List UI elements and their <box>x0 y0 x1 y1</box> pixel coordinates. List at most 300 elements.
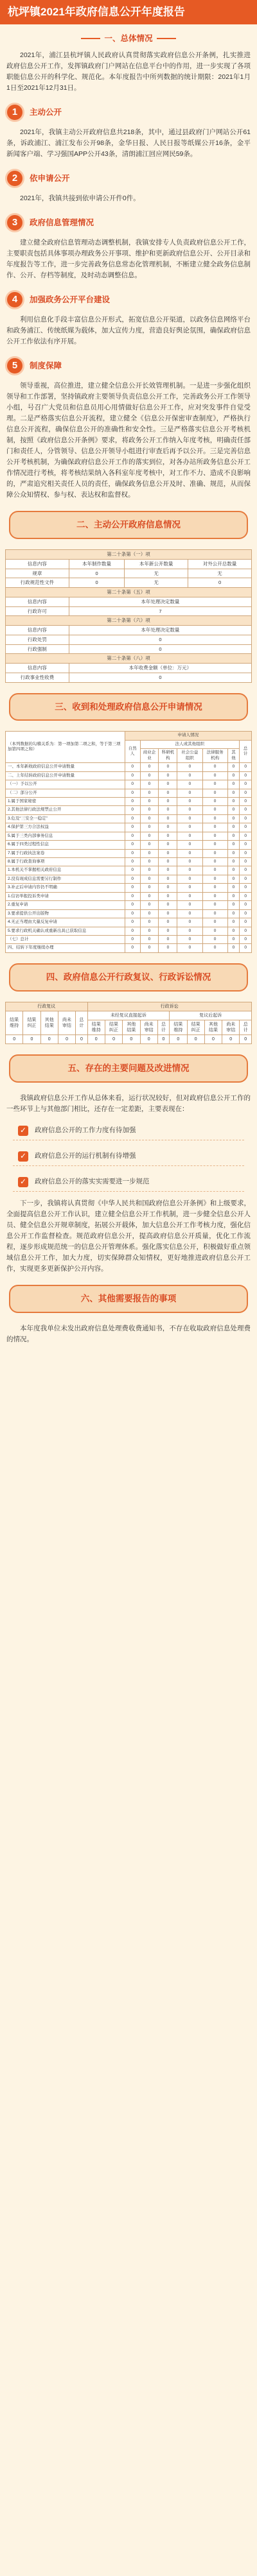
table-cell: 0 <box>177 866 202 875</box>
table-cell: 0 <box>177 944 202 952</box>
row-label: 3.要求提供公开出版物 <box>6 909 125 918</box>
table-cell: 0 <box>123 1035 140 1044</box>
table-cell: 0 <box>202 780 227 789</box>
table-row <box>6 789 252 797</box>
table-row <box>6 944 252 952</box>
section-banner-3: 三、收到和处理政府信息公开申请情况 <box>9 693 248 721</box>
table-row <box>6 763 252 771</box>
row-label: 7.属于行政执法案卷 <box>6 849 125 857</box>
table-row <box>6 849 252 857</box>
table-header-cell: 信息内容 <box>6 626 69 635</box>
table-cell: 0 <box>227 806 240 814</box>
table-cell: 0 <box>159 841 177 849</box>
number-badge: 1 <box>5 103 24 122</box>
table-cell: 0 <box>202 763 227 771</box>
row-label: 2.重复申请 <box>6 901 125 909</box>
table-header-cell: 申请人情况 <box>125 732 251 740</box>
table-cell: 0 <box>125 797 140 805</box>
table-row <box>6 797 252 805</box>
table-cell: 0 <box>140 927 159 935</box>
table-cell: 0 <box>69 673 251 682</box>
table-cell: 0 <box>202 832 227 840</box>
table-cell: 0 <box>159 884 177 892</box>
table-cell: 0 <box>125 771 140 780</box>
problem-list <box>13 1121 244 1192</box>
row-label: 1.属于国家秘密 <box>6 797 125 805</box>
row-label: 5.属于三类内部事务信息 <box>6 832 125 840</box>
table-cell: 0 <box>140 823 159 832</box>
table-cell: 0 <box>69 644 251 654</box>
page-title: 杭坪镇2021年政府信息公开年度报告 <box>0 0 257 24</box>
subsection-label: 加强政务公开平台建设 <box>30 295 111 305</box>
table-header-cell: 其他结果 <box>204 1020 222 1035</box>
row-label: 3.危及“三安全一稳定” <box>6 814 125 823</box>
row-label: 2.其他法律行政法规禁止公开 <box>6 806 125 814</box>
table-cell: 0 <box>76 1035 87 1044</box>
table-cell: 0 <box>202 884 227 892</box>
table-header-cell: 自然人 <box>125 740 140 762</box>
table-cell: 0 <box>222 1035 240 1044</box>
table-cell: 0 <box>140 797 159 805</box>
table-row <box>6 884 252 892</box>
table-header-cell: 信息内容 <box>6 559 69 569</box>
table-cell: 0 <box>140 814 159 823</box>
table-row <box>6 927 252 935</box>
table-cell: 0 <box>240 780 252 789</box>
subsection-5 <box>5 356 252 375</box>
table-cell: 0 <box>227 927 240 935</box>
table-cell: 0 <box>240 832 252 840</box>
table-cell: 0 <box>177 918 202 927</box>
table-header-cell: 本年新公开数量 <box>125 559 188 569</box>
table-cell: 0 <box>204 1035 222 1044</box>
table-cell: 0 <box>227 875 240 883</box>
table-cell: 行政强制 <box>6 644 69 654</box>
table-cell: 0 <box>177 901 202 909</box>
table-group-header: 第二十条第（五）项 <box>6 588 252 597</box>
table-cell: 0 <box>177 832 202 840</box>
row-label: 1.信访举报投诉类申请 <box>6 892 125 900</box>
table-header-cell: 其他结果 <box>40 1011 58 1035</box>
table-cell: 0 <box>202 806 227 814</box>
table-cell: 0 <box>125 892 140 900</box>
table-cell: 0 <box>125 841 140 849</box>
subsection-paragraph: 利用信息化手段丰富信息公开形式，拓宽信息公开渠道，以政务信息网络平台和政务浦江、传统纸媒为载体，加大宣传力度，营造良好舆论氛围，确保政府信息公开工作依法有序开展。 <box>6 316 251 346</box>
table-cell: 0 <box>240 1035 252 1044</box>
table-cell: 0 <box>140 771 159 780</box>
table-header-cell: 总计 <box>157 1020 169 1035</box>
row-label: 6.属于四类过程性信息 <box>6 841 125 849</box>
table-cell: 0 <box>159 814 177 823</box>
table-cell: 0 <box>140 789 159 797</box>
section-banner-6: 六、其他需要报告的事项 <box>9 1285 248 1313</box>
table-header-cell: 结果纠正 <box>105 1020 122 1035</box>
table-cell: 0 <box>227 823 240 832</box>
table-cell: 0 <box>159 849 177 857</box>
table-cell: 0 <box>125 814 140 823</box>
table-cell: 0 <box>140 763 159 771</box>
table-cell: 0 <box>240 927 252 935</box>
table-cell: 0 <box>58 1035 75 1044</box>
table-cell: 0 <box>140 909 159 918</box>
table-cell: 0 <box>177 797 202 805</box>
table-cell: 0 <box>159 892 177 900</box>
table-row <box>6 644 252 654</box>
table-group-header: 第二十条第（六）项 <box>6 616 252 626</box>
number-badge: 4 <box>5 290 24 309</box>
subsection-paragraph: 2021年，我镇共接到依申请公开件0件。 <box>20 194 140 203</box>
table-group-header: 第二十条第（八）项 <box>6 654 252 664</box>
table-cell: 0 <box>125 780 140 789</box>
table-row <box>6 814 252 823</box>
subsection-paragraph: 2021年，我镇主动公开政府信息共218条，其中，通过县政府门户网站公开61条，诉政浦江、浦江发布公开98条，金华日报、人民日报等纸媒公开16条，金平新闻客户端、学习强国APP公开43条，清朗浦江回应网民59条。 <box>6 128 251 159</box>
other-matters-paragraph: 本年度我单位未发出政府信息处理费收费通知书，不存在收取政府信息处理费的情况。 <box>6 1324 251 1343</box>
table-cell: 0 <box>125 823 140 832</box>
row-label: 3.补正后申请内容仍不明确 <box>6 884 125 892</box>
table-cell: 0 <box>240 823 252 832</box>
table-header-cell: 本年处理决定数量 <box>69 626 251 635</box>
table-cell: 0 <box>125 832 140 840</box>
table-cell: 0 <box>177 823 202 832</box>
subsection-label: 依申请公开 <box>30 174 70 184</box>
table-cell: 行政许可 <box>6 606 69 616</box>
table-header-cell: 商业企业 <box>140 749 159 763</box>
table-cell: 0 <box>240 771 252 780</box>
row-label: 5.要求行政机关确认或重新出具已获取信息 <box>6 927 125 935</box>
table-header-cell: 总计 <box>240 1020 252 1035</box>
list-item <box>13 1147 244 1166</box>
section-banner-5: 五、存在的主要问题及改进情况 <box>9 1054 248 1083</box>
table-header-cell: 尚未审结 <box>58 1011 75 1035</box>
table-cell: 0 <box>177 892 202 900</box>
subsection-1 <box>5 103 252 122</box>
table-row <box>6 569 252 578</box>
table-header-cell: 社会公益组织 <box>177 749 202 763</box>
table-row <box>6 892 252 900</box>
table-cell: 0 <box>125 944 140 952</box>
table-header-cell: 法律服务机构 <box>202 749 227 763</box>
table-cell: 0 <box>177 849 202 857</box>
table-cell: 行政事业性收费 <box>6 673 69 682</box>
subsection-label: 政府信息管理情况 <box>30 218 94 228</box>
table-cell: 0 <box>125 763 140 771</box>
table-cell: 0 <box>240 841 252 849</box>
table-cell: 0 <box>125 789 140 797</box>
table-header-cell: 尚未审结 <box>140 1020 157 1035</box>
problems-paragraph: 我镇政府信息公开工作从总体来看，运行状况较好，但对政府信息公开工作的一些环节上与其他部门相比，还存在一定差距，主要表现在： <box>6 1094 251 1113</box>
row-label: 4.保护第三方合法权益 <box>6 823 125 832</box>
table-cell: 0 <box>140 866 159 875</box>
table-cell: 0 <box>159 875 177 883</box>
table-cell: 0 <box>227 918 240 927</box>
table-cell: 0 <box>140 918 159 927</box>
table-cell: 0 <box>240 806 252 814</box>
table-cell: 0 <box>202 771 227 780</box>
table-cell: 0 <box>202 944 227 952</box>
table-cell: 0 <box>177 771 202 780</box>
table-header-cell: 科研机构 <box>159 749 177 763</box>
table-cell: 规章 <box>6 569 69 578</box>
table-cell: 0 <box>227 935 240 943</box>
table-cell: 0 <box>140 806 159 814</box>
table-cell: 0 <box>202 918 227 927</box>
table-cell: 无 <box>125 578 188 588</box>
table-header-cell: 结果纠正 <box>187 1020 204 1035</box>
table-header-cell: 信息内容 <box>6 664 69 673</box>
table-cell: 0 <box>159 935 177 943</box>
table-cell: 0 <box>159 789 177 797</box>
table-cell: 0 <box>159 858 177 866</box>
table-cell: 0 <box>240 814 252 823</box>
table-cell: 0 <box>157 1035 169 1044</box>
table-cell: 0 <box>125 875 140 883</box>
table-cell: 0 <box>227 841 240 849</box>
table-cell: 0 <box>125 927 140 935</box>
table-cell: 0 <box>188 578 252 588</box>
table-cell: 0 <box>177 884 202 892</box>
table-cell: 0 <box>240 866 252 875</box>
application-table <box>5 731 252 952</box>
row-label: 一、本年新收政府信息公开申请数量 <box>6 763 125 771</box>
table-cell: 0 <box>6 1035 23 1044</box>
table-cell: 0 <box>69 569 124 578</box>
table-cell: 0 <box>202 866 227 875</box>
table-header-cell: 复议后起诉 <box>170 1011 252 1020</box>
table-cell: 0 <box>202 892 227 900</box>
table-cell: 0 <box>240 884 252 892</box>
table-header-cell: 结果纠正 <box>23 1011 40 1035</box>
row-label: 二、上年结转政府信息公开申请数量 <box>6 771 125 780</box>
table-cell: 0 <box>187 1035 204 1044</box>
table-cell: 0 <box>202 797 227 805</box>
table-header-cell: 总计 <box>240 740 252 762</box>
table-row <box>6 780 252 789</box>
table-header-cell: 其他 <box>227 749 240 763</box>
list-item-text: 政府信息公开的落实实需要进一步规范 <box>35 1178 150 1186</box>
table-cell: 0 <box>159 866 177 875</box>
table-cell: 0 <box>227 866 240 875</box>
table-cell: 0 <box>227 789 240 797</box>
table-cell: 0 <box>40 1035 58 1044</box>
list-item-text: 政府信息公开的运行机制有待增强 <box>35 1152 136 1160</box>
table-row <box>6 673 252 682</box>
table-header-cell: 本年制作数量 <box>69 559 124 569</box>
table-header-cell: 对外公开总数量 <box>188 559 252 569</box>
table-group-header: 第二十条第（一）项 <box>6 550 252 560</box>
table-cell: 0 <box>125 935 140 943</box>
subsection-2 <box>5 169 252 188</box>
table-row <box>6 841 252 849</box>
table-cell: 0 <box>140 944 159 952</box>
improvement-paragraph: 下一步，我镇将认真贯彻《中华人民共和国政府信息公开条例》和上级要求，全面提高信息公开工作认识，建立健全信息公开工作机制，进一步健全信息公开人员、健全信息公开规章制度，拓展公开载体，加大信息公开工作考核力度，强化信息公开工作监督检查。规范政府信息公开，提高政府信息公开质量，优化工作流程，逐步形成规范统一的信息公开管理体系。强化落实信息公开，积极做好重点领域信息公开工作，加大力度，切实保障群众知情权，更好地推进政府信息公开工作，实现更多更新保护公开内容。 <box>6 1199 251 1273</box>
table-cell: 0 <box>87 1035 105 1044</box>
table-cell: 0 <box>202 823 227 832</box>
table-cell: 0 <box>170 1035 187 1044</box>
table-cell: 0 <box>240 901 252 909</box>
table-cell: 0 <box>159 909 177 918</box>
table-header-cell: 法人或其他组织 <box>140 740 240 748</box>
table-cell: 0 <box>140 935 159 943</box>
table-cell: 0 <box>105 1035 122 1044</box>
table-header-cell: 信息内容 <box>6 597 69 606</box>
section-banner-2: 二、主动公开政府信息情况 <box>9 511 248 539</box>
number-badge: 2 <box>5 169 24 188</box>
table-cell: 0 <box>177 763 202 771</box>
table-cell: 0 <box>227 909 240 918</box>
table-cell: 无 <box>188 569 252 578</box>
table-row <box>6 901 252 909</box>
table-cell: 0 <box>177 858 202 866</box>
table-cell: 0 <box>240 918 252 927</box>
table-row <box>6 866 252 875</box>
subsection-label: 制度保障 <box>30 361 62 371</box>
table-cell: 0 <box>240 849 252 857</box>
table-row <box>6 909 252 918</box>
table-cell: 0 <box>159 918 177 927</box>
table-cell: 0 <box>202 841 227 849</box>
table-cell: 0 <box>227 858 240 866</box>
table-header-cell: 结果维持 <box>6 1011 23 1035</box>
table-cell: 0 <box>159 901 177 909</box>
table-cell: 0 <box>240 935 252 943</box>
table-cell: 0 <box>23 1035 40 1044</box>
table-cell: 0 <box>177 935 202 943</box>
table-header-cell: 行政复议 <box>6 1002 88 1011</box>
table-cell: 0 <box>125 866 140 875</box>
table-cell: 0 <box>125 806 140 814</box>
table-row <box>6 771 252 780</box>
checkmark-icon: ✓ <box>18 1151 28 1162</box>
subsection-label: 主动公开 <box>30 108 62 117</box>
table-cell: 0 <box>227 832 240 840</box>
table-cell: 0 <box>202 789 227 797</box>
table-cell: 0 <box>202 935 227 943</box>
table-cell: 0 <box>177 814 202 823</box>
table-row <box>6 935 252 943</box>
table-cell: 行政规范性文件 <box>6 578 69 588</box>
table-cell: 0 <box>202 858 227 866</box>
table-cell: 0 <box>159 771 177 780</box>
table-cell: 0 <box>125 858 140 866</box>
table-cell: 0 <box>125 918 140 927</box>
table-cell: 0 <box>240 858 252 866</box>
table-cell: 0 <box>240 892 252 900</box>
table-header-cell: 总计 <box>76 1011 87 1035</box>
table-cell: 0 <box>227 892 240 900</box>
table-row <box>6 918 252 927</box>
row-label: 4.无正当理由大量反复申请 <box>6 918 125 927</box>
table-header-cell: 结果维持 <box>87 1020 105 1035</box>
table-cell: 0 <box>140 780 159 789</box>
subsection-paragraph: 领导重视，高位推进，建立健全信息公开长效管理机制。一是进一步强化组织领导和工作部署，坚持镇政府主要领导负责信息公开工作，完善政务公开工作领导小组，号召广大党员和信息员用心用情做好信息公开工作，应对突发事件自觉受理。二是严格落实信息公开流程，建立健全《信息公开保密审查制度》，严格执行信息公开流程，确保信息公开的准确性和安全性。三是严格落实信息公开考核机制，按照《政府信息公开条例》要求，将政务公开工作纳入年度考核，明确责任部门和责任人，分管领导、信息公开领导小组进行审查后再予以公开。三是完善信息公开考核机制，为确保政府信息公开工作的落实到位，对各办站所政务信息公开工作情况进行考核，将考核结果纳入各科室年度考核中，对工作不力、造成不良影响的，严肃追究相关责任人员的责任，确保政务信息公开及时、准确、规范，从而保障公众知情权、参与权、表达权和监督权。 <box>6 382 251 499</box>
list-item <box>13 1121 244 1140</box>
table-cell: 0 <box>140 849 159 857</box>
row-label: 8.属于行政查询事项 <box>6 858 125 866</box>
number-badge: 5 <box>5 356 24 375</box>
table-cell: 0 <box>140 901 159 909</box>
table-header-cell: 本年处理决定数量 <box>69 597 251 606</box>
subsection-paragraph: 建立健全政府信息管理动态调整机制，我镇安排专人负责政府信息公开工作，主要职责包括具体事项办理政务公开事项、维护和更新政府信息公开、公开目录和年度报告等工作，进一步完善政务信息常态化管理机制，不断建立健全政务信息制作、公开、存档等制度，及时动态调整信息。 <box>6 239 251 280</box>
table-cell: 0 <box>240 789 252 797</box>
table-header-cell: 本年收费金额（单位：万元） <box>69 664 251 673</box>
table-cell: 0 <box>159 944 177 952</box>
section-title-1: 一、总体情况 <box>5 32 252 45</box>
table-header-cell: 结果维持 <box>170 1020 187 1035</box>
table-cell: 0 <box>140 832 159 840</box>
table-row <box>6 806 252 814</box>
table-cell: 0 <box>227 884 240 892</box>
subsection-4 <box>5 290 252 309</box>
table-cell: 0 <box>240 797 252 805</box>
table-cell: 0 <box>159 823 177 832</box>
table-cell: 0 <box>125 884 140 892</box>
row-label: 1.本机关不掌握相关政府信息 <box>6 866 125 875</box>
section-banner-4: 四、政府信息公开行政复议、行政诉讼情况 <box>9 963 248 992</box>
table-cell: 0 <box>177 927 202 935</box>
table-row <box>6 858 252 866</box>
table-cell: 0 <box>159 780 177 789</box>
table-cell: 0 <box>240 875 252 883</box>
table-cell: 0 <box>227 814 240 823</box>
table-header-cell: 尚未审结 <box>222 1020 240 1035</box>
table-cell: 0 <box>227 771 240 780</box>
checkmark-icon: ✓ <box>18 1126 28 1136</box>
table-cell: 0 <box>240 944 252 952</box>
review-litigation-table <box>5 1002 252 1044</box>
table-row <box>6 635 252 644</box>
table-cell: 0 <box>177 909 202 918</box>
table-row <box>6 606 252 616</box>
overview-paragraph: 2021年，浦江县杭坪镇人民政府认真贯彻落实政府信息公开条例，扎实推进政府信息公开工作，发挥镇政府门户网站在信息平台中的作用，进一步实现了各项职能信息公开的科学化、规范化。本年度报告中所列数据的统计期限：2021年1月1日至2021年12月31日。 <box>6 51 251 92</box>
table-cell: 0 <box>240 909 252 918</box>
table-cell: 0 <box>125 901 140 909</box>
table-header-cell: 未经复议直接起诉 <box>87 1011 170 1020</box>
table-cell: 0 <box>202 901 227 909</box>
table-cell: 0 <box>140 858 159 866</box>
table-cell: 0 <box>227 763 240 771</box>
table-cell: 0 <box>140 1035 157 1044</box>
table-cell: 0 <box>227 849 240 857</box>
table-cell: 0 <box>159 763 177 771</box>
table-cell: 0 <box>227 944 240 952</box>
table-row <box>6 823 252 832</box>
table-cell: 0 <box>159 832 177 840</box>
table-cell: 0 <box>159 797 177 805</box>
table-cell: 0 <box>177 789 202 797</box>
checkmark-icon: ✓ <box>18 1177 28 1187</box>
table-row <box>6 875 252 883</box>
table-cell: 0 <box>177 841 202 849</box>
table-cell: 0 <box>227 797 240 805</box>
table-cell: 0 <box>202 849 227 857</box>
row-label: （一）予以公开 <box>6 780 125 789</box>
table-cell: 行政处罚 <box>6 635 69 644</box>
table-header-cell: 行政诉讼 <box>87 1002 251 1011</box>
row-label: 2.没有现成信息需要另行制作 <box>6 875 125 883</box>
table-cell: 0 <box>177 806 202 814</box>
table-row <box>6 832 252 840</box>
table-cell: 0 <box>140 875 159 883</box>
table-cell: 0 <box>202 927 227 935</box>
table-cell: 0 <box>125 849 140 857</box>
subsection-3 <box>5 213 252 232</box>
number-badge: 3 <box>5 213 24 232</box>
list-item-text: 政府信息公开的工作力度有待加强 <box>35 1126 136 1135</box>
active-disclosure-table <box>5 549 252 683</box>
table-cell: 0 <box>140 884 159 892</box>
table-header-cell: 其他结果 <box>123 1020 140 1035</box>
row-label: （二）部分公开 <box>6 789 125 797</box>
